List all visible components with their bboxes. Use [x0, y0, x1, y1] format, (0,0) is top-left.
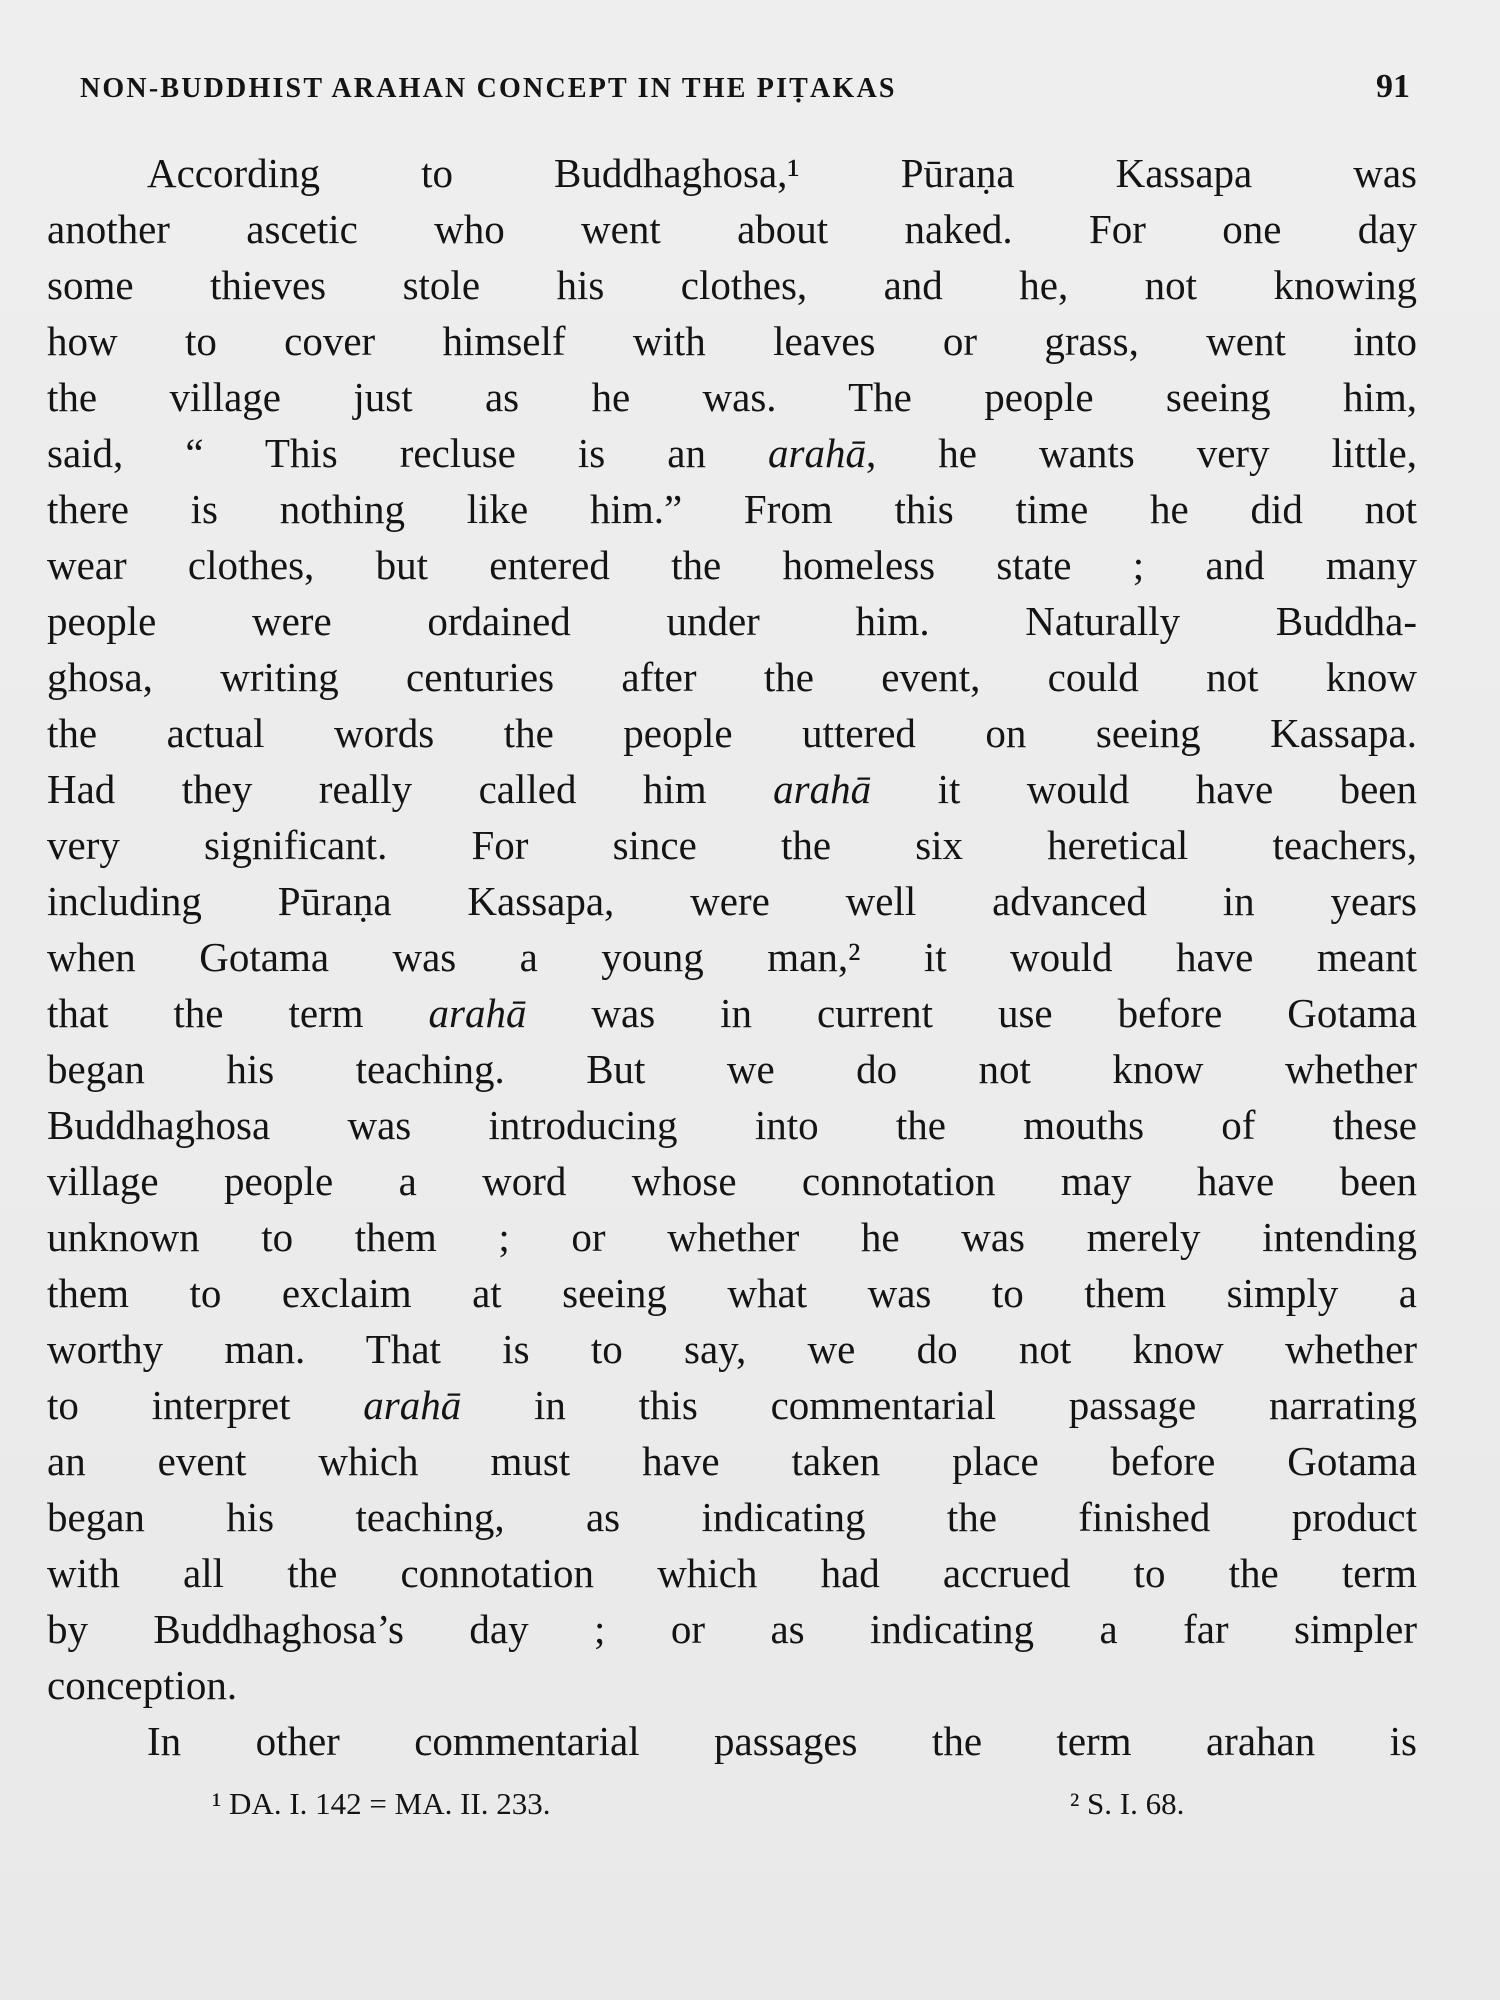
footnotes: [212, 1782, 1312, 1826]
text-line: how to cover himself with leaves or grass, went into: [47, 318, 1417, 364]
running-title: NON-BUDDHIST ARAHAN CONCEPT IN THE PIṬAKAS: [80, 73, 897, 104]
text-line: In other commentarial passages the term arahan is: [147, 1718, 1417, 1764]
text-line: Had they really called him arahā it would have been: [47, 766, 1418, 812]
footnote-2: ² S. I. 68.: [1070, 1786, 1185, 1821]
text-line: by Buddhaghosa’s day ; or as indicating a far simpler: [47, 1606, 1417, 1652]
text-line: very significant. For since the six heretical teachers,: [47, 822, 1417, 868]
text-line: ghosa, writing centuries after the event, could not know: [47, 654, 1417, 700]
text-line: According to Buddhaghosa,¹ Pūraṇa Kassapa was: [147, 150, 1417, 196]
text-line: them to exclaim at seeing what was to them simply a: [47, 1270, 1417, 1316]
text-line: wear clothes, but entered the homeless state ; and many: [47, 542, 1417, 588]
italic-term: arahā: [773, 766, 872, 812]
text-line: people were ordained under him. Naturally Buddha-: [47, 598, 1417, 644]
text-line: with all the connotation which had accrued to the term: [47, 1550, 1417, 1596]
text-line: worthy man. That is to say, we do not know whether: [47, 1326, 1417, 1372]
italic-term: arahā: [428, 990, 527, 1036]
text-line: village people a word whose connotation may have been: [47, 1158, 1417, 1204]
text-line: another ascetic who went about naked. For one day: [47, 206, 1417, 252]
footnote-1: ¹ DA. I. 142 = MA. II. 233.: [212, 1786, 551, 1821]
text-line: that the term arahā was in current use before Gotama: [47, 990, 1417, 1036]
text-line: said, “ This recluse is an arahā, he wants very little,: [47, 430, 1417, 476]
text-line: began his teaching. But we do not know whether: [47, 1046, 1417, 1092]
text-line: to interpret arahā in this commentarial passage narrating: [47, 1382, 1417, 1428]
italic-term: arahā: [363, 1382, 462, 1428]
text-line: when Gotama was a young man,² it would have meant: [47, 934, 1417, 980]
text-line: conception.: [47, 1662, 238, 1708]
text-line: there is nothing like him.” From this time he did not: [47, 486, 1417, 532]
text-line: the village just as he was. The people seeing him,: [47, 374, 1417, 420]
body-text: [47, 145, 1417, 1769]
text-line: an event which must have taken place before Gotama: [47, 1438, 1417, 1484]
text-line: Buddhaghosa was introducing into the mouths of these: [47, 1102, 1417, 1148]
italic-term: arahā: [768, 430, 866, 476]
text-line: including Pūraṇa Kassapa, were well advanced in years: [47, 878, 1417, 924]
text-line: the actual words the people uttered on seeing Kassapa.: [47, 710, 1417, 756]
text-line: began his teaching, as indicating the finished product: [47, 1494, 1417, 1540]
text-line: some thieves stole his clothes, and he, not knowing: [47, 262, 1417, 308]
page-number: 91: [1376, 68, 1410, 105]
text-line: unknown to them ; or whether he was merely intending: [47, 1214, 1417, 1260]
running-head: [80, 68, 1410, 118]
